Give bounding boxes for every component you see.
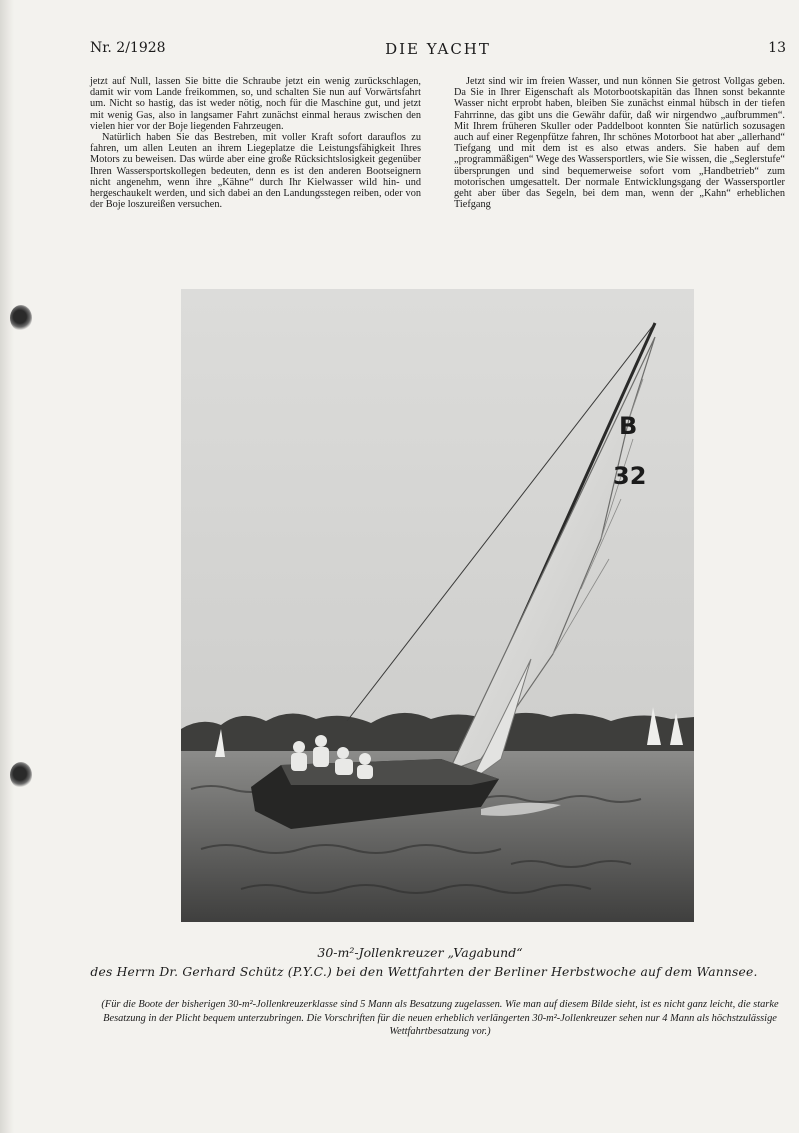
sail-number: 32 (613, 462, 647, 490)
photo-caption-subtitle: des Herrn Dr. Gerhard Schütz (P.Y.C.) bei den Wettfahrten der Berliner Herbstwoche auf dem Wannsee. (90, 965, 758, 979)
punch-hole-bottom (10, 762, 32, 788)
sail-letter: B (619, 412, 638, 440)
column-left (90, 76, 421, 210)
photo-caption-note: (Für die Boote der bisherigen 30-m²-Jollenkreuzerklasse sind 5 Mann als Besatzung zugelassen. Wie man auf diesem Bilde sieht, ist es nicht ganz leicht, die starke Besatzung in der Plicht bequem unterzubringen. Die Vorschriften für die neuen erheblich verlängerten 30-m²-Jollenkreuzer sehen nur 4 Mann als höchstzulässige Wettfahrtbesatzung vor.) (101, 999, 779, 1037)
paragraph: Jetzt sind wir im freien Wasser, und nun können Sie getrost Vollgas geben. Da Sie in Ihrer Eigenschaft als Motorbootskapitän das Ihnen sonst bekannte Wasser nicht erprobt haben, bleiben Sie zunächst einmal hübsch in der tiefen Fahrrinne, das gibt uns die Gewähr dafür, daß wir nirgendwo „aufbrummen“. Mit Ihrem früheren Skuller oder Paddelboot konnten Sie natürlich sozusagen auch auf einer Regenpfütze fahren, Ihr schönes Motorboot hat aber „allerhand“ Tiefgang und mit dem ist es also etwas anders. Sie haben auf dem „programmäßigen“ Wege des Wassersportlers, wie Sie wissen, die „Seglerstufe“ übersprungen und sind bequemerweise sofort vom „Handbetrieb“ zum motorischen umgesattelt. Der normale Entwicklungsgang der Wassersportler geht aber über das Segeln, bei dem man, wenn der „Kahn“ erheblichen Tiefgang (454, 76, 785, 211)
magazine-title: DIE YACHT (385, 40, 491, 58)
page-number: 13 (768, 40, 786, 56)
page-binding-edge (0, 0, 14, 1133)
page-header (90, 40, 786, 62)
issue-number: Nr. 2/1928 (90, 40, 166, 56)
sailboat-photo (181, 289, 694, 922)
article-body (90, 76, 786, 238)
paragraph: Natürlich haben Sie das Bestreben, mit voller Kraft sofort darauflos zu fahren, um allen Leuten an ihrem Liegeplatze die Leistungsfähigkeit Ihres Motors zu beweisen. Das würde aber eine große Rücksichtslosigkeit gegenüber Ihren Wassersportskollegen bedeuten, denn es ist den anderen Bootseignern nicht angenehm, wenn ihre „Kähne“ durch Ihr Kielwasser wild hin- und hergeschaukelt werden, und sich dabei an den Landungsstegen reiben, oder von der Boje loszureißen versuchen. (90, 132, 421, 211)
paragraph: jetzt auf Null, lassen Sie bitte die Schraube jetzt ein wenig zurückschlagen, damit wir vom Lande freikommen, so, und schalten Sie nun auf Vorwärtsfahrt um. Nicht so hastig, das ist weder nötig, noch für die Maschine gut, und jetzt mit wenig Gas, also in langsamer Fahrt zunächst einmal heraus zwischen den vielen hier vor der Boje liegenden Fahrzeugen. (90, 76, 421, 132)
photo-caption-title: 30-m²-Jollenkreuzer „Vagabund“ (317, 945, 523, 960)
column-right (454, 76, 785, 210)
punch-hole-top (10, 305, 32, 331)
